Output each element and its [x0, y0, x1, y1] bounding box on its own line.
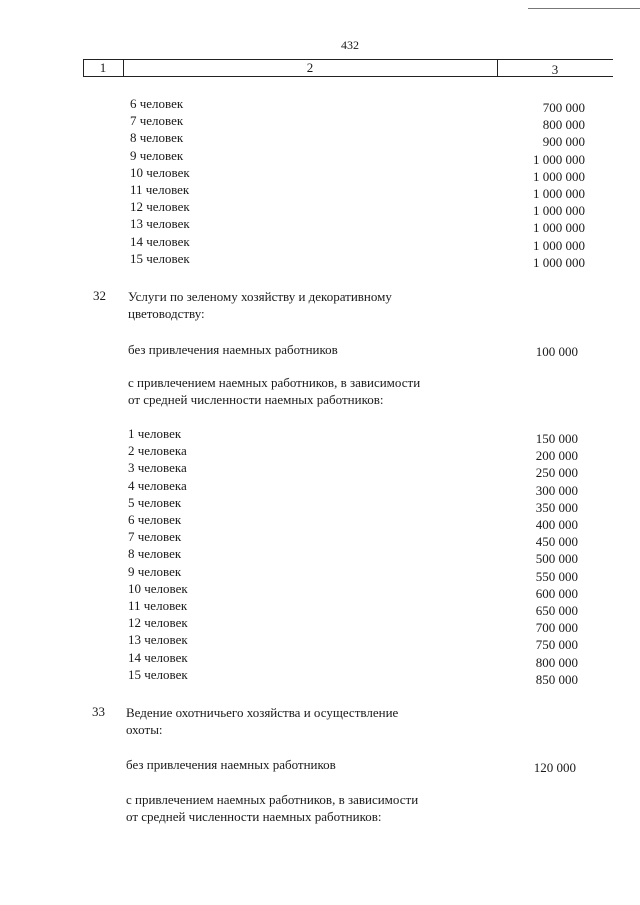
list-item-label: 15 человек	[128, 666, 188, 682]
list-item-value: 550 000	[535, 568, 578, 584]
page-number: 432	[341, 38, 359, 52]
list-item-label: 13 человек	[130, 216, 190, 232]
list-item-value: 300 000	[535, 482, 578, 498]
list-item-value: 800 000	[542, 117, 585, 133]
no-workers-value: 120 000	[533, 760, 576, 775]
with-workers-text: от средней численности наемных работников:	[126, 809, 382, 824]
with-workers-text: с привлечением наемных работников, в зависимости	[126, 792, 419, 807]
scan-edge-line	[528, 8, 640, 9]
list-item-value: 200 000	[535, 448, 578, 464]
with-workers-text: от средней численности наемных работников:	[128, 392, 384, 407]
list-item-value: 700 000	[542, 100, 585, 115]
list-item-label: 12 человек	[130, 199, 190, 215]
list-item-value: 400 000	[535, 517, 578, 532]
item-title: цветоводству:	[128, 306, 205, 321]
list-item-label: 2 человека	[128, 443, 187, 459]
list-item-label: 12 человек	[128, 615, 188, 631]
list-item-value: 1 000 000	[533, 168, 585, 184]
list-item-value: 1 000 000	[533, 203, 585, 219]
list-item-label: 6 человек	[128, 512, 182, 527]
list-item-label: 4 человека	[128, 477, 187, 493]
header-col-3: 3	[551, 62, 559, 77]
list-item-value: 1 000 000	[533, 237, 585, 253]
list-item-value: 350 000	[535, 499, 578, 515]
list-item-value: 1 000 000	[533, 186, 585, 201]
list-item-value: 650 000	[535, 603, 578, 618]
list-item-label: 5 человек	[128, 494, 182, 510]
no-workers-label: без привлечения наемных работников	[128, 342, 338, 357]
list-item-label: 1 человек	[128, 426, 182, 441]
list-item-label: 3 человека	[128, 460, 187, 476]
item-number: 33	[92, 704, 105, 719]
list-item-value: 150 000	[535, 431, 578, 446]
no-workers-value: 100 000	[535, 344, 578, 359]
list-item-value: 700 000	[535, 620, 578, 636]
list-item-value: 1 000 000	[533, 254, 585, 270]
list-item-label: 7 человек	[130, 113, 184, 129]
list-item-value: 900 000	[542, 134, 585, 150]
list-item-label: 9 человек	[128, 563, 182, 579]
list-item-label: 6 человек	[130, 96, 184, 111]
list-item-label: 13 человек	[128, 632, 188, 648]
header-col-2: 2	[306, 60, 314, 75]
header-col-1: 1	[99, 60, 107, 75]
item-title: охоты:	[126, 722, 163, 737]
list-item-value: 1 000 000	[533, 220, 585, 236]
list-item-label: 11 человек	[128, 598, 188, 613]
list-item-label: 8 человек	[128, 546, 182, 562]
list-item-value: 500 000	[535, 551, 578, 567]
with-workers-text: с привлечением наемных работников, в зависимости	[128, 375, 421, 390]
list-item-label: 15 человек	[130, 250, 190, 266]
list-item-label: 14 человек	[128, 649, 188, 665]
list-item-label: 8 человек	[130, 130, 184, 146]
no-workers-label: без привлечения наемных работников	[126, 757, 336, 772]
list-item-value: 450 000	[535, 534, 578, 550]
list-item-value: 750 000	[535, 637, 578, 653]
list-item-label: 14 человек	[130, 233, 190, 249]
list-item-value: 850 000	[535, 671, 578, 687]
item-title: Услуги по зеленому хозяйству и декоративному	[128, 289, 392, 304]
list-item-value: 1 000 000	[533, 151, 585, 167]
list-item-label: 7 человек	[128, 529, 182, 545]
item-title: Ведение охотничьего хозяйства и осуществление	[126, 705, 399, 720]
list-item-label: 9 человек	[130, 147, 184, 163]
list-item-label: 11 человек	[130, 182, 190, 197]
list-item-value: 600 000	[535, 585, 578, 601]
list-item-value: 250 000	[535, 465, 578, 481]
list-item-label: 10 человек	[130, 164, 190, 180]
list-item-label: 10 человек	[128, 580, 188, 596]
item-number: 32	[93, 288, 106, 303]
list-item-value: 800 000	[535, 654, 578, 670]
